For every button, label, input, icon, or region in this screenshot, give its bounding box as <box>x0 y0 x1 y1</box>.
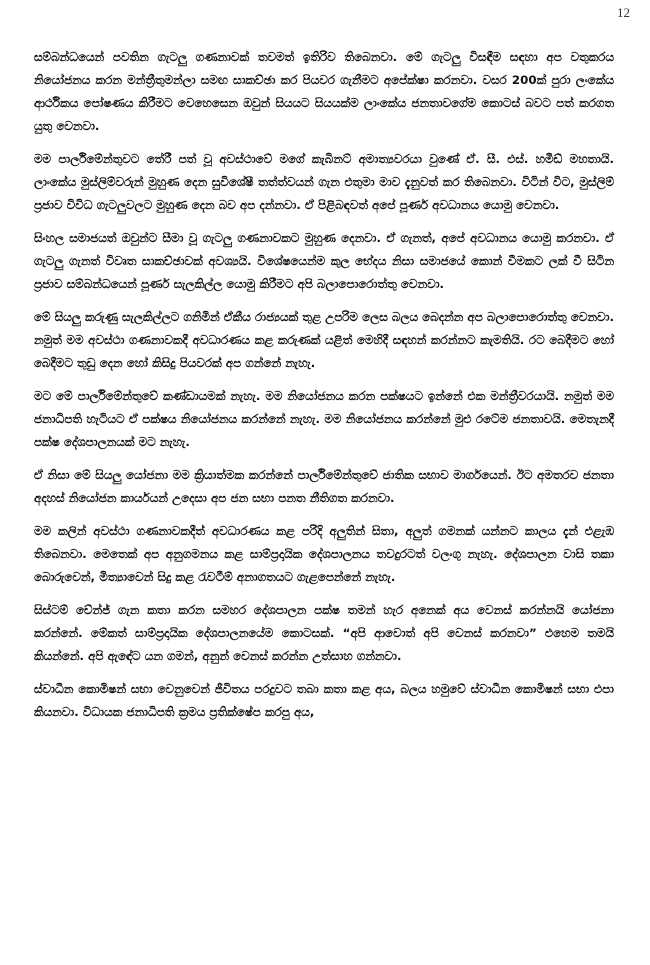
paragraph-6: ඒ නිසා මේ සියලු යෝජනා මම ක්‍රියාත්මක කරන්නේ පාර්ලිමේන්තුවේ ජාතික සභාව මාර්ගයෙන්. ඊට අමතරව ජනතා අදහස් නියෝජන කාර්යයන් උදෙසා අප ජන සභා පනත නීතිගත කරනවා. <box>34 468 614 505</box>
paragraph-8: සිස්ටම් චේන්ජ් ගැන කතා කරන සමහර දේශපාලන පක්ෂ තමන් හැර අනෙක් අය වෙනස් කරන්නයි යෝජනා කරන්නේ. මේකත් සාම්ප්‍රදායික දේශපාලනයේම කොටසක්. “අපි ආවොත් අපි වෙනස් කරනවා” එහෙම තමයි කියන්නේ. අපි ඇඳේට යන ගමන්, අනුන් වෙනස් කරන්න උත්සාහ ගන්නවා. <box>34 603 614 663</box>
paragraph-4: මේ සියලු කරුණු සැලකිල්ලට ගනිමින් ඒකීය රාජ්‍යයක් තුළ උපරිම ලෙස බලය බෙදන්න අප බලාපොරොත්තු වෙනවා. නමුත් මම අවස්ථා ගණනාවකදී අවධාරණය කළ කරුණක් යළිත් මෙහිදී සඳහන් කරන්නට කැමතියි. රට බෙදීමට හෝ බෙදීමට තුඩු දෙන හෝ කිසිදු පියවරක් අප ගන්නේ නැහැ. <box>34 310 614 370</box>
paragraph-5: මට මේ පාර්ලිමේන්තුවේ කණ්ඩායමක් නැහැ. මම නියෝජනය කරන පක්ෂයට ඉන්නේ එක මන්ත්‍රීවරයායි. නමුත් මම ජනාධිපති හැටියට ඒ පක්ෂය නියෝජනය කරන්නේ නැහැ. මම නියෝජනය කරන්නේ මුළු රටේම ජනතාවයි. මෙතැනදී පක්ෂ දේශපාලනයක් මට නැහැ. <box>34 389 614 449</box>
page-number: 12 <box>617 5 630 20</box>
paragraph-7: මම කලින් අවස්ථා ගණනාවකදීත් අවධාරණය කළ පරිදි අලුතින් සිතා, අලුත් ගමනක් යන්නට කාලය දැන් එළැඹ තිබෙනවා. මෙතෙක් අප අනුගමනය කළ සාම්ප්‍රදායික දේශපාලනය තවදුරටත් වලංගු නැහැ. දේශපාලන වාසි තකා බොරුවෙන්, මිත්‍යාවෙන් සිදු කළ රැවටීම් අනාගතයට ගැළපෙන්නේ නැහැ. <box>34 524 614 584</box>
paragraph-9: ස්වාධීන කොමිෂන් සභා වෙනුවෙන් ජීවිතය පරදුවට තබා කතා කළ අය, බලය හමුවේ ස්වාධීන කොමිෂන් සභා එපා කියනවා. විධායක ජනාධිපති ක්‍රමය ප්‍රතික්ෂේප කරපු අය, <box>34 682 614 719</box>
body-text <box>34 46 614 734</box>
paragraph-3: සිංහල සමාජයත් ඔවුන්ට සීමා වූ ගැටලු ගණනාවකට මුහුණ දෙනවා. ඒ ගැනත්, අපේ අවධානය යොමු කරනවා. ඒ ගැටලු ගැනත් විවෘත සාකච්ඡාවක් අවශ්‍යයි. විශේෂයෙන්ම කුල භේදය නිසා සමාජයේ කොන් වීමකට ලක් වී සිටින ප්‍රජාව සම්බන්ධයෙන් පූර්ණ සැලකිල්ල යොමු කිරීමට අපි බලාපොරොත්තු වෙනවා. <box>34 231 614 291</box>
paragraph-2: මම පාර්ලිමේන්තුවට තේරී පත් වූ අවස්ථාවේ මගේ කැබිනට් අමාත්‍යවරයා වුණේ ඒ. සී. එස්. හමීඩ් මහතායි. ලාංකේය මුස්ලිම්වරුන් මුහුණ දෙන සුවිශේෂී තත්ත්වයන් ගැන එතුමා මාව දැනුවත් කර තිබෙනවා. විටින් විට, මුස්ලිම් ප්‍රජාව විවිධ ගැටලුවලට මුහුණ දෙන බව අප දන්නවා. ඒ පිළිබඳවත් අපේ පූර්ණ අවධානය යොමු වෙනවා. <box>34 152 614 212</box>
paragraph-1: සම්බන්ධයෙන් පවතින ගැටලු ගණනාවක් තවමත් ඉතිරිව තිබෙනවා. මේ ගැටලු විසඳීම සඳහා අප වතුකරය නියෝජනය කරන මන්ත්‍රීතුමන්ලා සමඟ සාකච්ඡා කර පියවර ගැනීමට අපේක්ෂා කරනවා. වසර 200ක් පුරා ලංකේය ආර්ථිකය පෝෂණය කිරීමට වෙහෙසෙන ඔවුන් සියයට සියයක්ම ලාංකේය ජනතාවගේම කොටස් බවට පත් කරගත යුතු වෙනවා. <box>34 50 614 133</box>
